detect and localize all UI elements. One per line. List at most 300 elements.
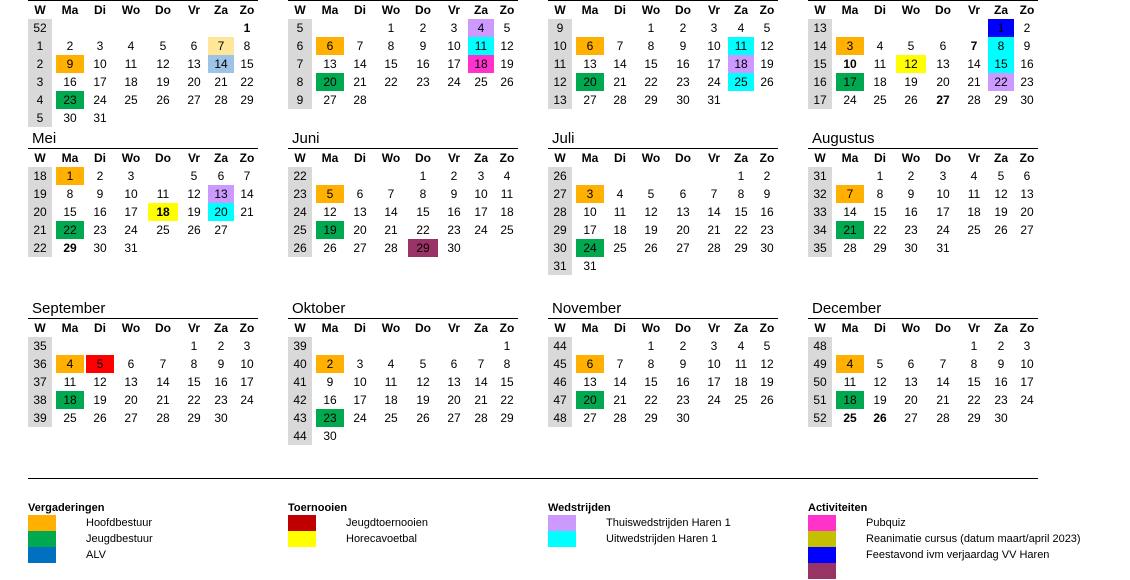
day-cell: 1 xyxy=(387,21,395,35)
weekday-header: Di xyxy=(94,3,106,17)
day-cell: 21 xyxy=(613,75,627,89)
day-cell: 17 xyxy=(240,375,254,389)
day-cell: 19 xyxy=(760,375,774,389)
day-cell: 20 xyxy=(576,391,604,409)
day-cell: 19 xyxy=(873,393,887,407)
day-cell: 24 xyxy=(843,93,857,107)
day-cell: 15 xyxy=(416,205,430,219)
day-cell: 3 xyxy=(1023,339,1031,353)
legend-swatch xyxy=(808,515,836,531)
weekday-header: Do xyxy=(675,151,691,165)
weekday-header: W xyxy=(814,321,826,335)
day-cell: 11 xyxy=(500,187,514,201)
day-cell: 6 xyxy=(1023,169,1031,183)
legend-label: Hoofdbestuur xyxy=(86,517,153,529)
weekday-header: Do xyxy=(935,3,951,17)
week-number: 13 xyxy=(808,19,832,37)
day-cell: 12 xyxy=(93,375,107,389)
day-cell: 24 xyxy=(124,223,138,237)
legend-swatch xyxy=(548,515,576,531)
day-cell: 10 xyxy=(936,187,950,201)
day-cell: 2 xyxy=(66,39,74,53)
day-cell: 6 xyxy=(576,37,604,55)
day-cell: 15 xyxy=(187,375,201,389)
day-cell: 14 xyxy=(613,375,627,389)
day-cell: 15 xyxy=(644,375,658,389)
day-cell: 10 xyxy=(707,357,721,371)
month-block xyxy=(548,130,778,275)
day-cell: 21 xyxy=(967,75,981,89)
day-cell: 19 xyxy=(500,57,514,71)
day-cell: 9 xyxy=(1023,39,1031,53)
weekday-header: Wo xyxy=(121,151,141,165)
legend-label: Jeugdtoernooien xyxy=(346,517,428,529)
weekday-header: Do xyxy=(155,151,171,165)
day-cell: 18 xyxy=(734,375,748,389)
day-cell: 13 xyxy=(124,375,138,389)
week-number: 27 xyxy=(548,185,572,203)
weekday-header: Ma xyxy=(321,151,339,165)
day-cell: 18 xyxy=(124,75,138,89)
day-cell: 6 xyxy=(356,187,364,201)
day-cell: 7 xyxy=(836,185,864,203)
day-cell: 2 xyxy=(96,169,104,183)
day-cell: 15 xyxy=(644,57,658,71)
day-cell: 21 xyxy=(936,393,950,407)
day-cell: 30 xyxy=(676,411,690,425)
day-cell: 13 xyxy=(904,375,918,389)
weekday-header: W xyxy=(294,151,306,165)
weekday-header: Wo xyxy=(641,3,661,17)
day-cell: 20 xyxy=(676,223,690,237)
day-cell: 27 xyxy=(936,93,950,107)
day-cell: 18 xyxy=(728,55,754,73)
week-number: 35 xyxy=(28,337,52,355)
day-cell: 2 xyxy=(450,169,458,183)
day-cell: 10 xyxy=(707,39,721,53)
week-number: 52 xyxy=(808,409,832,427)
day-cell: 24 xyxy=(576,239,604,257)
day-cell: 27 xyxy=(1020,223,1034,237)
day-cell: 4 xyxy=(56,355,84,373)
day-cell: 22 xyxy=(500,393,514,407)
month-block xyxy=(288,130,518,257)
day-cell: 3 xyxy=(576,185,604,203)
week-number: 25 xyxy=(288,221,312,239)
day-cell: 7 xyxy=(243,169,251,183)
weekday-header: Wo xyxy=(121,321,141,335)
day-cell: 17 xyxy=(474,205,488,219)
day-cell: 26 xyxy=(156,93,170,107)
weekday-header: Ma xyxy=(841,3,859,17)
day-cell: 20 xyxy=(447,393,461,407)
day-cell: 12 xyxy=(994,187,1008,201)
day-cell: 17 xyxy=(836,73,864,91)
month-title: Juni xyxy=(288,130,518,149)
weekday-header: Vr xyxy=(707,321,720,335)
day-cell: 30 xyxy=(1020,93,1034,107)
day-cell: 7 xyxy=(477,357,485,371)
month-block xyxy=(548,300,778,427)
weekday-header: Za xyxy=(993,151,1008,165)
day-cell: 30 xyxy=(214,411,228,425)
week-number: 48 xyxy=(808,337,832,355)
day-cell: 22 xyxy=(873,223,887,237)
day-cell: 24 xyxy=(707,393,721,407)
day-cell: 1 xyxy=(876,169,884,183)
weekday-header: Do xyxy=(155,3,171,17)
weekday-header: W xyxy=(294,321,306,335)
month-block xyxy=(288,0,518,109)
week-number: 32 xyxy=(808,185,832,203)
day-cell: 23 xyxy=(1020,75,1034,89)
weekday-header: Zo xyxy=(1019,321,1035,335)
day-cell: 16 xyxy=(676,375,690,389)
day-cell: 1 xyxy=(190,339,198,353)
month-title: Mei xyxy=(28,130,258,149)
day-cell: 5 xyxy=(876,357,884,371)
day-cell: 15 xyxy=(988,55,1014,73)
day-cell: 29 xyxy=(240,93,254,107)
day-cell: 1 xyxy=(737,169,745,183)
day-cell: 12 xyxy=(187,187,201,201)
day-cell: 16 xyxy=(447,205,461,219)
week-number: 3 xyxy=(28,73,52,91)
day-cell: 15 xyxy=(500,375,514,389)
day-cell: 4 xyxy=(737,339,745,353)
day-cell: 1 xyxy=(243,21,251,35)
day-cell: 11 xyxy=(967,187,981,201)
day-cell: 4 xyxy=(836,355,864,373)
day-cell: 11 xyxy=(468,37,494,55)
day-cell: 3 xyxy=(450,21,458,35)
day-cell: 4 xyxy=(737,21,745,35)
day-cell: 26 xyxy=(904,93,918,107)
day-cell: 28 xyxy=(936,411,950,425)
weekday-header: Za xyxy=(473,3,488,17)
day-cell: 12 xyxy=(760,39,774,53)
day-cell: 29 xyxy=(408,239,438,257)
month-block xyxy=(808,300,1038,427)
day-cell: 16 xyxy=(63,75,77,89)
day-cell: 3 xyxy=(836,37,864,55)
day-cell: 29 xyxy=(967,411,981,425)
day-cell: 16 xyxy=(416,57,430,71)
legend-title: Activiteiten xyxy=(808,502,868,514)
legend-label: Uitwedstrijden Haren 1 xyxy=(606,533,718,545)
week-number: 51 xyxy=(808,391,832,409)
day-cell: 26 xyxy=(760,393,774,407)
day-cell: 25 xyxy=(63,411,77,425)
day-cell: 13 xyxy=(583,375,597,389)
day-cell: 28 xyxy=(613,411,627,425)
week-number: 24 xyxy=(288,203,312,221)
day-cell: 14 xyxy=(936,375,950,389)
day-cell: 10 xyxy=(447,39,461,53)
day-cell: 29 xyxy=(734,241,748,255)
weekday-header: Zo xyxy=(499,151,515,165)
weekday-header: Zo xyxy=(499,3,515,17)
day-cell: 10 xyxy=(843,57,857,71)
week-number: 28 xyxy=(548,203,572,221)
day-cell: 20 xyxy=(936,75,950,89)
day-cell: 13 xyxy=(936,57,950,71)
day-cell: 9 xyxy=(679,357,687,371)
day-cell: 18 xyxy=(613,223,627,237)
legend-title: Vergaderingen xyxy=(28,502,105,514)
weekday-header: Zo xyxy=(759,151,775,165)
day-cell: 27 xyxy=(583,411,597,425)
day-cell: 8 xyxy=(66,187,74,201)
day-cell: 2 xyxy=(997,339,1005,353)
day-cell: 18 xyxy=(500,205,514,219)
day-cell: 16 xyxy=(93,205,107,219)
weekday-header: Wo xyxy=(901,321,921,335)
week-number: 22 xyxy=(288,167,312,185)
legend-item xyxy=(28,547,358,563)
day-cell: 12 xyxy=(896,55,926,73)
weekday-header: Ma xyxy=(841,321,859,335)
day-cell: 16 xyxy=(760,205,774,219)
day-cell: 24 xyxy=(1020,393,1034,407)
day-cell: 2 xyxy=(419,21,427,35)
day-cell: 11 xyxy=(613,205,627,219)
week-number: 12 xyxy=(548,73,572,91)
day-cell: 6 xyxy=(679,187,687,201)
day-cell: 7 xyxy=(939,357,947,371)
week-number: 48 xyxy=(548,409,572,427)
day-cell: 22 xyxy=(56,221,84,239)
day-cell: 2 xyxy=(907,169,915,183)
day-cell: 7 xyxy=(387,187,395,201)
day-cell: 13 xyxy=(187,57,201,71)
week-number: 8 xyxy=(288,73,312,91)
day-cell: 23 xyxy=(904,223,918,237)
day-cell: 14 xyxy=(474,375,488,389)
weekday-header: Za xyxy=(213,321,228,335)
weekday-header: Ma xyxy=(581,321,599,335)
month-block xyxy=(808,0,1038,109)
week-number: 5 xyxy=(28,109,52,127)
legend-swatch xyxy=(28,515,56,531)
day-cell: 5 xyxy=(997,169,1005,183)
legend-label: ALV xyxy=(86,549,106,561)
day-cell: 6 xyxy=(316,37,344,55)
week-number: 31 xyxy=(548,257,572,275)
month-block xyxy=(28,130,258,257)
day-cell: 17 xyxy=(936,205,950,219)
weekday-header: W xyxy=(34,321,46,335)
weekday-header: Zo xyxy=(1019,3,1035,17)
legend-label: Pubquiz xyxy=(866,517,906,529)
weekday-header: Za xyxy=(213,3,228,17)
day-cell: 17 xyxy=(1020,375,1034,389)
weekday-header: Do xyxy=(155,321,171,335)
day-cell: 30 xyxy=(93,241,107,255)
week-number: 21 xyxy=(28,221,52,239)
weekday-header: Di xyxy=(614,321,626,335)
day-cell: 27 xyxy=(214,223,228,237)
weekday-header: Za xyxy=(473,321,488,335)
day-cell: 19 xyxy=(187,205,201,219)
weekday-header: Wo xyxy=(121,3,141,17)
weekday-header: Vr xyxy=(967,3,980,17)
week-number: 42 xyxy=(288,391,312,409)
day-cell: 8 xyxy=(419,187,427,201)
week-number: 38 xyxy=(28,391,52,409)
day-cell: 8 xyxy=(876,187,884,201)
week-number: 43 xyxy=(288,409,312,427)
day-cell: 8 xyxy=(988,37,1014,55)
day-cell: 11 xyxy=(384,375,398,389)
day-cell: 9 xyxy=(450,187,458,201)
day-cell: 17 xyxy=(583,223,597,237)
weekday-header: Vr xyxy=(707,151,720,165)
day-cell: 11 xyxy=(873,57,887,71)
day-cell: 17 xyxy=(124,205,138,219)
day-cell: 1 xyxy=(970,339,978,353)
day-cell: 21 xyxy=(214,75,228,89)
day-cell: 7 xyxy=(616,39,624,53)
weekday-header: Do xyxy=(415,3,431,17)
day-cell: 25 xyxy=(500,223,514,237)
day-cell: 23 xyxy=(676,393,690,407)
weekday-header: Do xyxy=(415,151,431,165)
day-cell: 9 xyxy=(326,375,334,389)
day-cell: 4 xyxy=(503,169,511,183)
weekday-header: Di xyxy=(874,321,886,335)
day-cell: 18 xyxy=(148,203,178,221)
legend-item xyxy=(808,547,1130,563)
week-number: 7 xyxy=(288,55,312,73)
day-cell: 18 xyxy=(873,75,887,89)
week-number: 10 xyxy=(548,37,572,55)
day-cell: 1 xyxy=(56,167,84,185)
day-cell: 31 xyxy=(124,241,138,255)
day-cell: 1 xyxy=(988,19,1014,37)
day-cell: 3 xyxy=(710,339,718,353)
weekday-header: Ma xyxy=(61,151,79,165)
day-cell: 3 xyxy=(243,339,251,353)
day-cell: 28 xyxy=(967,93,981,107)
day-cell: 19 xyxy=(416,393,430,407)
legend-label: Jeugdbestuur xyxy=(86,533,153,545)
week-number: 9 xyxy=(288,91,312,109)
day-cell: 5 xyxy=(419,357,427,371)
day-cell: 3 xyxy=(96,39,104,53)
day-cell: 18 xyxy=(56,391,84,409)
day-cell: 21 xyxy=(353,75,367,89)
day-cell: 25 xyxy=(728,73,754,91)
day-cell: 3 xyxy=(477,169,485,183)
day-cell: 10 xyxy=(124,187,138,201)
day-cell: 20 xyxy=(1020,205,1034,219)
weekday-header: Di xyxy=(614,151,626,165)
legend-swatch xyxy=(28,547,56,563)
day-cell: 21 xyxy=(707,223,721,237)
week-number: 20 xyxy=(28,203,52,221)
weekday-header: W xyxy=(814,151,826,165)
weekday-header: Zo xyxy=(239,321,255,335)
day-cell: 27 xyxy=(583,93,597,107)
weekday-header: Vr xyxy=(187,3,200,17)
week-number: 40 xyxy=(288,355,312,373)
day-cell: 30 xyxy=(904,241,918,255)
day-cell: 10 xyxy=(1020,357,1034,371)
day-cell: 20 xyxy=(576,73,604,91)
weekday-header: Di xyxy=(354,151,366,165)
weekday-header: Wo xyxy=(641,321,661,335)
day-cell: 19 xyxy=(760,57,774,71)
legend-swatch xyxy=(548,531,576,547)
weekday-header: Za xyxy=(213,151,228,165)
weekday-header: Do xyxy=(675,3,691,17)
day-cell: 24 xyxy=(447,75,461,89)
month-title: Augustus xyxy=(808,130,1038,149)
day-cell: 15 xyxy=(873,205,887,219)
week-number: 46 xyxy=(548,373,572,391)
week-number: 47 xyxy=(548,391,572,409)
day-cell: 22 xyxy=(967,393,981,407)
day-cell: 14 xyxy=(208,55,234,73)
legend-divider xyxy=(28,478,1038,479)
day-cell: 25 xyxy=(734,393,748,407)
day-cell: 26 xyxy=(187,223,201,237)
month-title: September xyxy=(28,300,258,319)
day-cell: 28 xyxy=(707,241,721,255)
day-cell: 19 xyxy=(994,205,1008,219)
day-cell: 23 xyxy=(214,393,228,407)
weekday-header: Za xyxy=(473,151,488,165)
day-cell: 12 xyxy=(760,357,774,371)
day-cell: 16 xyxy=(1020,57,1034,71)
day-cell: 22 xyxy=(416,223,430,237)
day-cell: 7 xyxy=(159,357,167,371)
weekday-header: Wo xyxy=(381,3,401,17)
day-cell: 22 xyxy=(734,223,748,237)
week-number: 26 xyxy=(288,239,312,257)
day-cell: 24 xyxy=(353,411,367,425)
day-cell: 8 xyxy=(190,357,198,371)
legend-group xyxy=(808,502,1130,579)
week-number: 33 xyxy=(808,203,832,221)
day-cell: 20 xyxy=(124,393,138,407)
day-cell: 24 xyxy=(936,223,950,237)
legend-label: Feestavond ivm verjaardag VV Haren xyxy=(866,549,1050,561)
weekday-header: Wo xyxy=(381,151,401,165)
day-cell: 5 xyxy=(763,339,771,353)
weekday-header: Wo xyxy=(901,3,921,17)
day-cell: 10 xyxy=(583,205,597,219)
day-cell: 12 xyxy=(500,39,514,53)
month-title: Oktober xyxy=(288,300,518,319)
day-cell: 2 xyxy=(1023,21,1031,35)
day-cell: 17 xyxy=(447,57,461,71)
day-cell: 16 xyxy=(676,57,690,71)
week-number: 15 xyxy=(808,55,832,73)
day-cell: 5 xyxy=(647,187,655,201)
week-number: 44 xyxy=(548,337,572,355)
day-cell: 12 xyxy=(323,205,337,219)
week-number: 11 xyxy=(548,55,572,73)
weekday-header: Di xyxy=(874,3,886,17)
weekday-header: Za xyxy=(993,3,1008,17)
day-cell: 28 xyxy=(843,241,857,255)
day-cell: 27 xyxy=(187,93,201,107)
day-cell: 10 xyxy=(240,357,254,371)
legend-swatch xyxy=(808,563,836,579)
month-title: Juli xyxy=(548,130,778,149)
